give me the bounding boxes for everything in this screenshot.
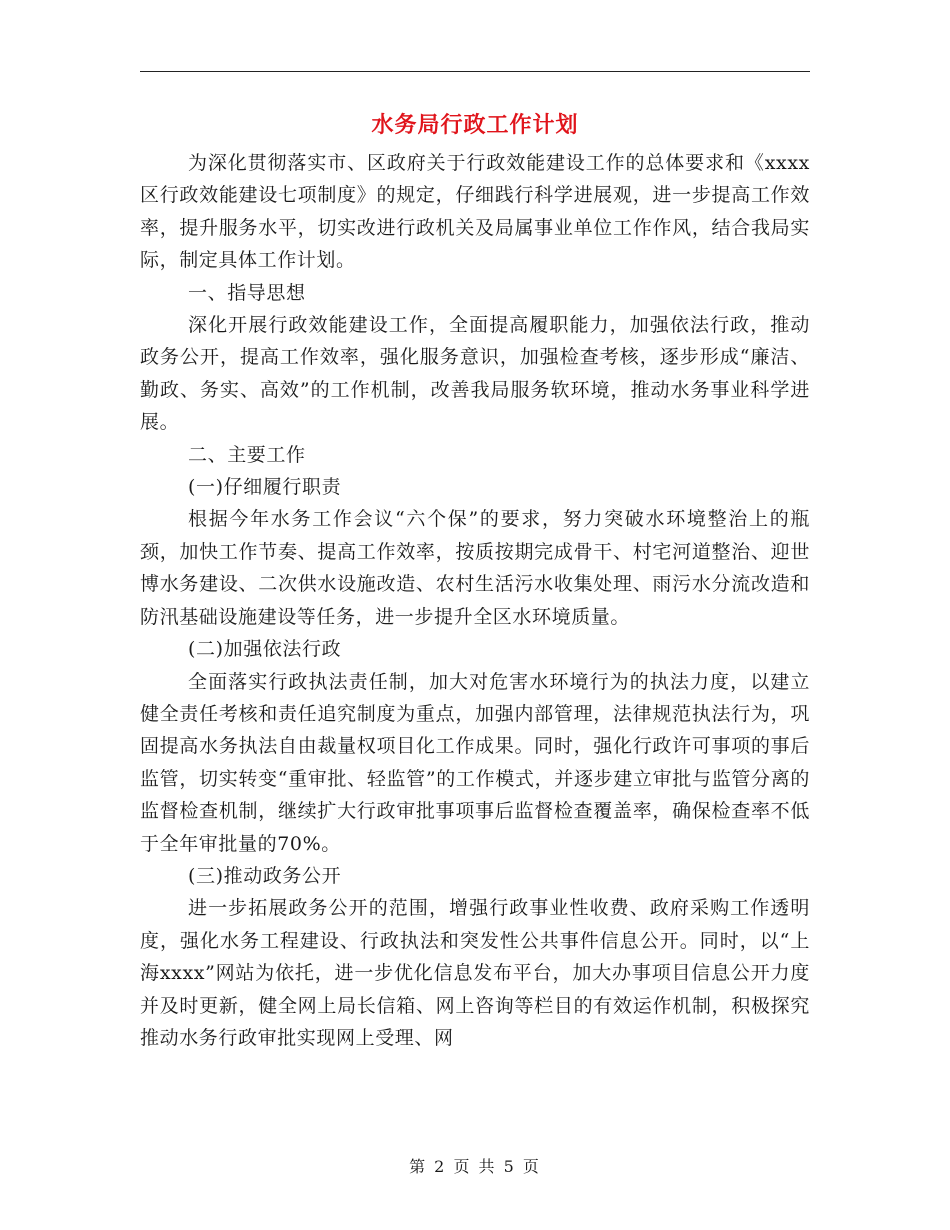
guiding-ideology-paragraph: 深化开展行政效能建设工作，全面提高履职能力，加强依法行政，推动政务公开，提高工作效率，强化服务意识，加强检查考核，逐步形成“廉洁、勤政、务实、高效”的工作机制，改善我局服务软环境，推动水务事业科学进展。: [140, 314, 810, 434]
document-body: [140, 147, 810, 1054]
subsection-heading-3: (三)推动政务公开: [188, 864, 342, 887]
document-title: 水务局行政工作计划: [371, 113, 579, 138]
header-rule: [140, 71, 810, 72]
page-number-footer: 第 2 页 共 5 页: [409, 1157, 541, 1176]
subsection-heading-2: (二)加强依法行政: [188, 638, 342, 661]
subsection-heading-1: (一)仔细履行职责: [188, 476, 342, 499]
subsection-1-paragraph: 根据今年水务工作会议“六个保”的要求，努力突破水环境整治上的瓶颈，加快工作节奏、提高工作效率，按质按期完成骨干、村宅河道整治、迎世博水务建设、二次供水设施改造、农村生活污水收集处理、雨污水分流改造和防汛基础设施建设等任务，进一步提升全区水环境质量。: [140, 508, 810, 628]
intro-paragraph: 为深化贯彻落实市、区政府关于行政效能建设工作的总体要求和《xxxx区行政效能建设七项制度》的规定，仔细践行科学进展观，进一步提高工作效率，提升服务水平，切实改进行政机关及局属事业单位工作作风，结合我局实际，制定具体工作计划。: [140, 152, 810, 272]
section-heading-main-work: 二、主要工作: [188, 443, 306, 466]
subsection-2-paragraph: 全面落实行政执法责任制，加大对危害水环境行为的执法力度，以建立健全责任考核和责任追究制度为重点，加强内部管理，法律规范执法行为，巩固提高水务执法自由裁量权项目化工作成果。同时，强化行政许可事项的事后监管，切实转变“重审批、轻监管”的工作模式，并逐步建立审批与监管分离的监督检查机制，继续扩大行政审批事项事后监督检查覆盖率，确保检查率不低于全年审批量的70%。: [140, 670, 810, 855]
subsection-3-paragraph: 进一步拓展政务公开的范围，增强行政事业性收费、政府采购工作透明度，强化水务工程建设、行政执法和突发性公共事件信息公开。同时，以“上海xxxx”网站为依托，进一步优化信息发布平台，加大办事项目信息公开力度并及时更新，健全网上局长信箱、网上咨询等栏目的有效运作机制，积极探究推动水务行政审批实现网上受理、网: [140, 897, 810, 1049]
section-heading-guiding-ideology: 一、指导思想: [188, 281, 306, 304]
